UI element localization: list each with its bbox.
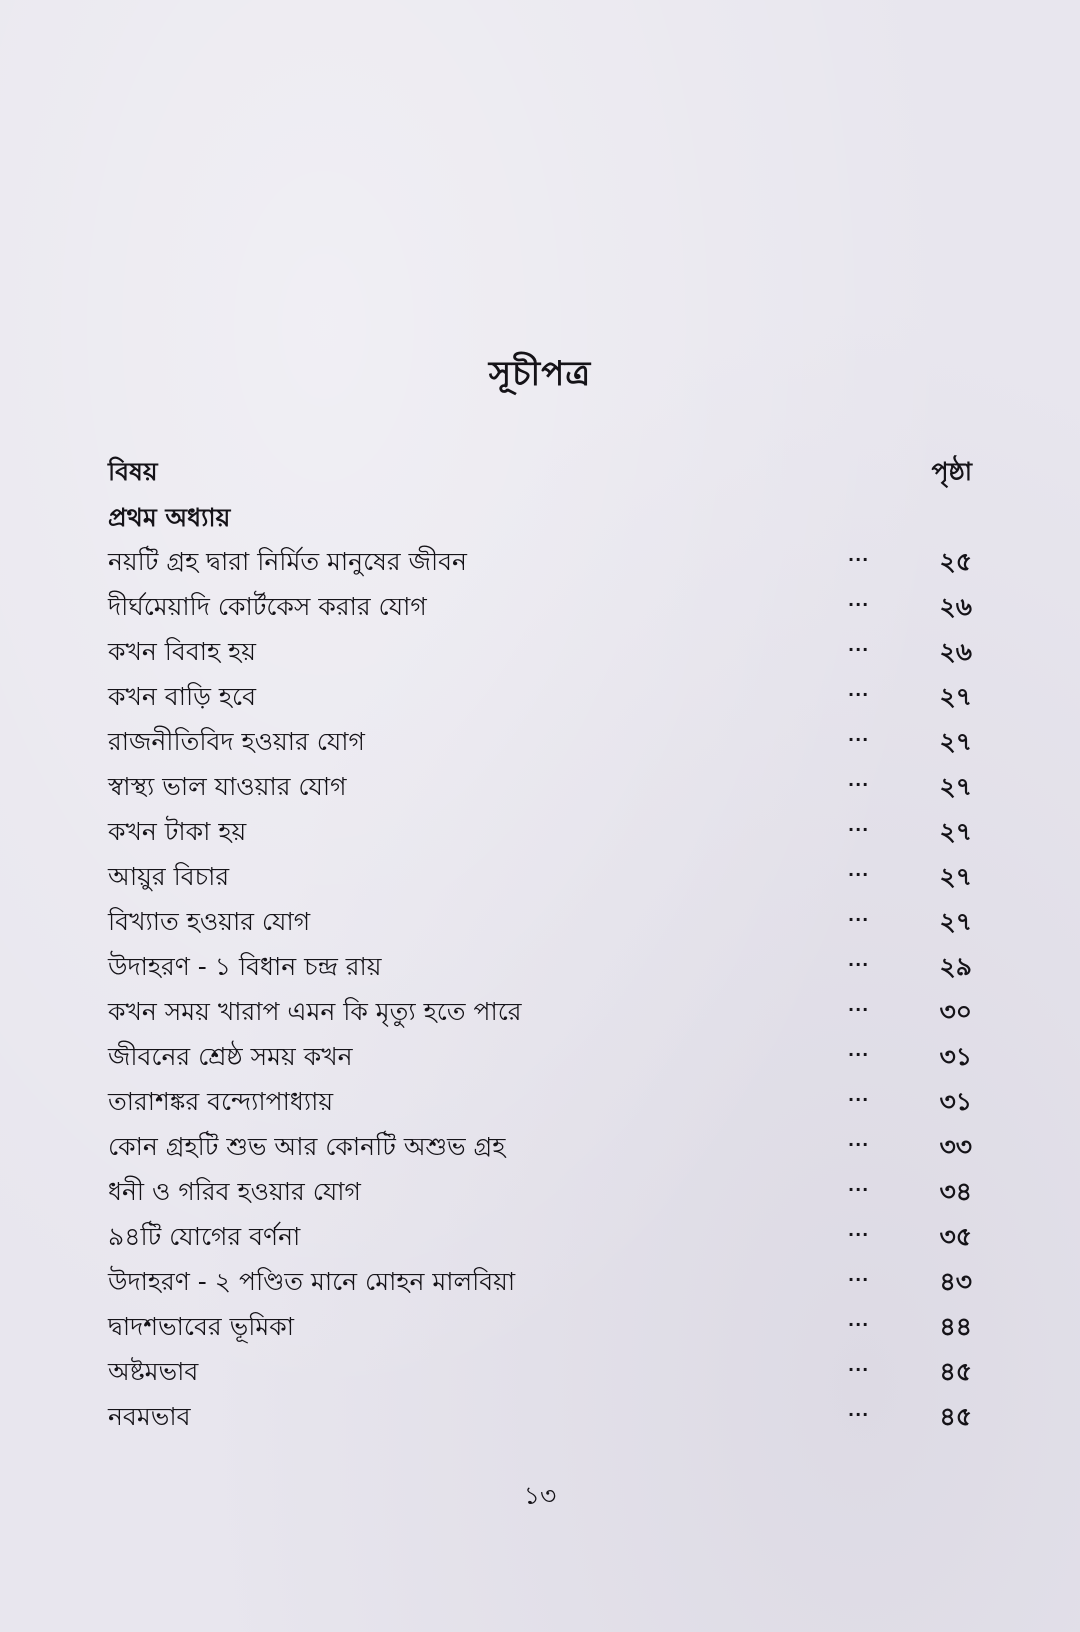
toc-entry-title: কোন গ্রহটি শুভ আর কোনটি অশুভ গ্রহ: [108, 1132, 506, 1161]
toc-entry: [108, 632, 972, 677]
toc-entry-title: অষ্টমভাব: [108, 1357, 199, 1386]
toc-entry: [108, 1262, 972, 1307]
toc-entry-title: কখন বিবাহ হয়: [108, 637, 256, 666]
toc-leader-dots: ...: [848, 1266, 870, 1285]
toc-entry-page: ২৭: [939, 682, 972, 711]
toc-entry: [108, 587, 972, 632]
toc-leader-dots: ...: [848, 1401, 870, 1420]
toc-entry-title: নয়টি গ্রহ দ্বারা নির্মিত মানুষের জীবন: [108, 547, 467, 576]
toc-entry-page: ৩১: [939, 1042, 972, 1071]
toc-entry: [108, 1307, 972, 1352]
toc-entry-page: ২৭: [939, 907, 972, 936]
toc-entry-title: উদাহরণ - ১ বিধান চন্দ্র রায়: [108, 952, 382, 981]
toc-leader-dots: ...: [848, 996, 870, 1015]
toc-entry-page: ২৯: [939, 952, 972, 981]
toc-entry-title: কখন বাড়ি হবে: [108, 682, 256, 711]
toc-entry: [108, 677, 972, 722]
toc-entry-page: ৩৪: [939, 1177, 972, 1206]
toc-entry: [108, 947, 972, 992]
toc-entry-page: ২৭: [939, 727, 972, 756]
toc-entry-page: ৪৫: [939, 1357, 972, 1386]
toc-entry-title: জীবনের শ্রেষ্ঠ সময় কখন: [108, 1042, 353, 1071]
toc-leader-dots: ...: [848, 636, 870, 655]
toc-entry-page: ৩০: [939, 997, 972, 1026]
toc-entry-page: ৩৩: [939, 1132, 972, 1161]
toc-leader-dots: ...: [848, 546, 870, 565]
toc-entry-page: ৪৩: [939, 1267, 972, 1296]
toc-entry-title: দীর্ঘমেয়াদি কোর্টকেস করার যোগ: [108, 592, 427, 621]
toc-entry-page: ২৭: [939, 862, 972, 891]
page-title: সূচীপত্র: [488, 354, 592, 394]
toc-leader-dots: ...: [848, 861, 870, 880]
toc-leader-dots: ...: [848, 906, 870, 925]
toc-leader-dots: ...: [848, 726, 870, 745]
toc-leader-dots: ...: [848, 1176, 870, 1195]
toc-entry: [108, 542, 972, 587]
toc-entry-title: কখন টাকা হয়: [108, 817, 247, 846]
toc-leader-dots: ...: [848, 591, 870, 610]
toc-entry-title: স্বাস্থ্য ভাল যাওয়ার যোগ: [108, 772, 347, 801]
toc-entry-title: ধনী ও গরিব হওয়ার যোগ: [108, 1177, 361, 1206]
toc-leader-dots: ...: [848, 1041, 870, 1060]
toc-leader-dots: ...: [848, 951, 870, 970]
toc-entry-page: ৪৪: [939, 1312, 972, 1341]
toc-entry-page: ২৭: [939, 772, 972, 801]
toc-entry: [108, 857, 972, 902]
toc-leader-dots: ...: [848, 681, 870, 700]
page-column-header: পৃষ্ঠা: [931, 457, 972, 486]
toc-entry: [108, 812, 972, 857]
toc-leader-dots: ...: [848, 771, 870, 790]
toc-entry-title: দ্বাদশভাবের ভূমিকা: [108, 1312, 294, 1341]
toc-leader-dots: ...: [848, 1311, 870, 1330]
toc-entry: [108, 1352, 972, 1397]
toc-entry-page: ৪৫: [939, 1402, 972, 1431]
toc-entry-title: উদাহরণ - ২ পণ্ডিত মানে মোহন মালবিয়া: [108, 1267, 516, 1296]
toc-entry: [108, 1397, 972, 1442]
toc-entry-title: রাজনীতিবিদ হওয়ার যোগ: [108, 727, 365, 756]
subject-column-header: বিষয়: [108, 457, 158, 486]
toc-entry-page: ২৭: [939, 817, 972, 846]
toc-entry-page: ৩৫: [939, 1222, 972, 1251]
toc-leader-dots: ...: [848, 1221, 870, 1240]
toc-entry-title: তারাশঙ্কর বন্দ্যোপাধ্যায়: [108, 1087, 334, 1116]
toc-leader-dots: ...: [848, 1356, 870, 1375]
toc-leader-dots: ...: [848, 816, 870, 835]
page-number: ১৩: [523, 1481, 557, 1510]
toc-leader-dots: ...: [848, 1086, 870, 1105]
toc-entry: [108, 722, 972, 767]
toc-entry-page: ৩১: [939, 1087, 972, 1116]
chapter-heading: প্রথম অধ্যায়: [108, 503, 231, 532]
toc-entry: [108, 1037, 972, 1082]
toc-entry-page: ২৬: [939, 592, 972, 621]
toc-entry: [108, 1082, 972, 1127]
toc-list: [108, 542, 972, 1442]
toc-entry: [108, 902, 972, 947]
toc-entry: [108, 1172, 972, 1217]
toc-leader-dots: ...: [848, 1131, 870, 1150]
toc-entry: [108, 1217, 972, 1262]
toc-entry-title: নবমভাব: [108, 1402, 191, 1431]
toc-entry-title: বিখ্যাত হওয়ার যোগ: [108, 907, 311, 936]
toc-entry-title: ৯৪টি যোগের বর্ণনা: [108, 1222, 301, 1251]
toc-entry: [108, 1127, 972, 1172]
toc-entry: [108, 992, 972, 1037]
toc-entry-page: ২৫: [939, 547, 972, 576]
toc-entry-title: আয়ুর বিচার: [108, 862, 230, 891]
toc-entry-title: কখন সময় খারাপ এমন কি মৃত্যু হতে পারে: [108, 997, 522, 1026]
toc-entry: [108, 767, 972, 812]
toc-entry-page: ২৬: [939, 637, 972, 666]
toc-header: [108, 452, 972, 492]
